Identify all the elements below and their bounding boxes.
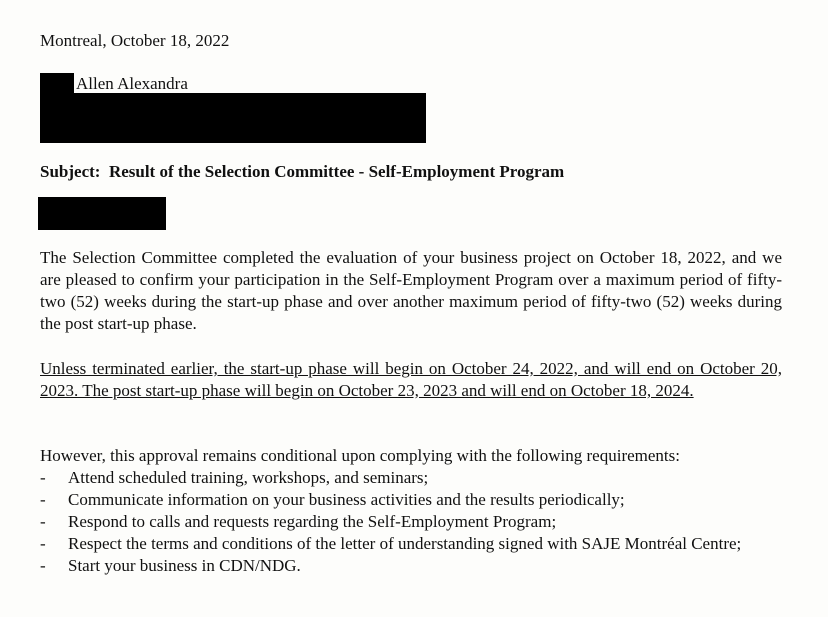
paragraph-dates: Unless terminated earlier, the start-up phase will begin on October 24, 2022, and will end on October 20, 2023. The post start-up phase will begin on October 23, 2023 and will end on October 18, 2024.: [40, 359, 782, 400]
subject-line: Subject: Result of the Selection Committee - Self-Employment Program: [40, 162, 565, 181]
requirements-list: [40, 467, 782, 577]
redaction-title: [40, 73, 74, 93]
list-item: [40, 533, 782, 555]
requirement-text: Start your business in CDN/NDG.: [68, 556, 301, 575]
bullet-dash: -: [40, 534, 46, 553]
requirement-text: Respond to calls and requests regarding the Self-Employment Program;: [68, 512, 557, 531]
bullet-dash: -: [40, 468, 46, 487]
place-date: Montreal, October 18, 2022: [40, 31, 230, 50]
list-item: [40, 555, 782, 577]
redaction-address: [40, 93, 426, 143]
bullet-dash: -: [40, 556, 46, 575]
bullet-dash: -: [40, 490, 46, 509]
requirement-text: Attend scheduled training, workshops, and seminars;: [68, 468, 429, 487]
requirement-text: Communicate information on your business activities and the results periodically;: [68, 490, 625, 509]
requirement-text: Respect the terms and conditions of the letter of understanding signed with SAJE Montréal Centre;: [68, 534, 742, 553]
list-item: [40, 511, 782, 533]
redaction-salutation: [38, 197, 166, 230]
requirements-intro: However, this approval remains conditional upon complying with the following requirements:: [40, 446, 680, 465]
recipient-name: Allen Alexandra: [76, 74, 188, 93]
list-item: [40, 467, 782, 489]
bullet-dash: -: [40, 512, 46, 531]
paragraph-approval: The Selection Committee completed the evaluation of your business project on October 18, 2022, and we are pleased to confirm your participation in the Self-Employment Program over a maximum period of fifty-two (52) weeks during the start-up phase and over another maximum period of fifty-two (52) weeks during the post start-up phase.: [40, 248, 782, 333]
list-item: [40, 489, 782, 511]
